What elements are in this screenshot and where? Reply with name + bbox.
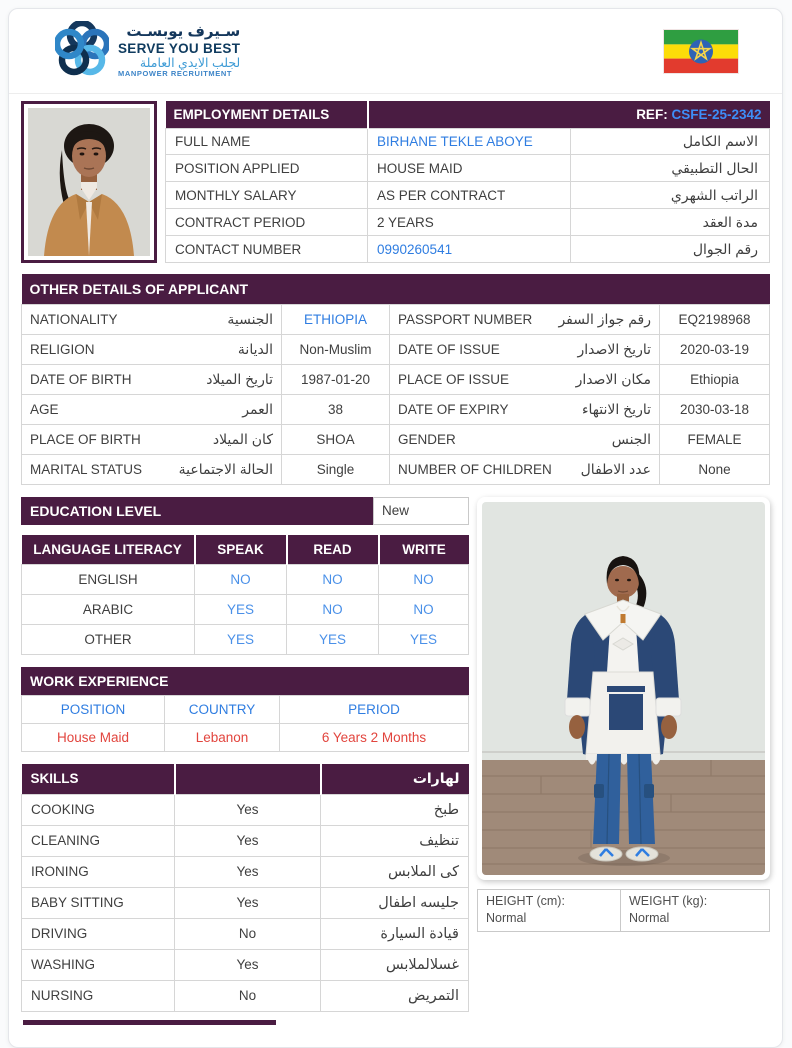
write-value: NO	[379, 595, 469, 625]
employment-row	[166, 209, 770, 236]
read-value: YES	[287, 625, 379, 655]
field-label: NUMBER OF CHILDREN عدد الاطفال	[390, 454, 660, 484]
field-value: 2020-03-19	[660, 334, 770, 364]
skill-row	[22, 949, 469, 980]
field-label: RELIGION الديانة	[22, 334, 282, 364]
field-value: 2 YEARS	[368, 209, 571, 236]
skill-value: No	[175, 980, 321, 1011]
skill-label-arabic: كى الملابس	[321, 856, 469, 887]
skill-value: Yes	[175, 794, 321, 825]
other-details-row	[22, 334, 770, 364]
field-value: AS PER CONTRACT	[368, 182, 571, 209]
skills-title-arabic: لهارات	[321, 764, 469, 794]
field-value: 38	[282, 394, 390, 424]
skill-label: CLEANING	[22, 825, 175, 856]
skill-label: BABY SITTING	[22, 887, 175, 918]
physical-details-table	[477, 889, 770, 932]
skill-value: Yes	[175, 825, 321, 856]
language-row	[22, 625, 469, 655]
logo-tagline: MANPOWER RECRUITMENT	[118, 68, 233, 78]
skill-label-arabic: جليسه اطفال	[321, 887, 469, 918]
field-value: Ethiopia	[660, 364, 770, 394]
field-value: 1987-01-20	[282, 364, 390, 394]
skill-label: NURSING	[22, 980, 175, 1011]
employment-row	[166, 155, 770, 182]
field-label-arabic: الاسم الكامل	[571, 128, 770, 155]
skill-value: Yes	[175, 856, 321, 887]
field-label: PASSPORT NUMBER رقم جواز السفر	[390, 304, 660, 334]
other-details-row	[22, 394, 770, 424]
skills-header-spacer	[175, 764, 321, 794]
language-name: OTHER	[22, 625, 195, 655]
other-details-header-row	[22, 274, 770, 304]
skills-header-row	[22, 764, 469, 794]
field-value: HOUSE MAID	[368, 155, 571, 182]
skill-row	[22, 794, 469, 825]
position-value: House Maid	[22, 724, 165, 752]
speak-value: NO	[195, 565, 287, 595]
skill-label-arabic: طبخ	[321, 794, 469, 825]
employment-row	[166, 236, 770, 263]
language-literacy-table	[21, 535, 469, 656]
height-cell	[478, 889, 621, 931]
logo-arabic-name: سـيرف يوبسـت	[126, 22, 241, 40]
field-label: DATE OF BIRTH تاريخ الميلاد	[22, 364, 282, 394]
field-label: MONTHLY SALARY	[166, 182, 368, 209]
reference-cell	[368, 101, 770, 128]
physical-row	[478, 889, 770, 931]
field-value: FEMALE	[660, 424, 770, 454]
left-column	[21, 497, 469, 1012]
field-value: SHOA	[282, 424, 390, 454]
applicant-cv-page	[8, 8, 783, 1048]
other-details-row	[22, 454, 770, 484]
lower-section	[21, 497, 770, 1012]
employment-title: EMPLOYMENT DETAILS	[166, 101, 368, 128]
other-details-title: OTHER DETAILS OF APPLICANT	[22, 274, 770, 304]
field-value: Non-Muslim	[282, 334, 390, 364]
write-header: WRITE	[379, 535, 469, 565]
field-value: BIRHANE TEKLE ABOYE	[368, 128, 571, 155]
field-label: DATE OF ISSUE تاريخ الاصدار	[390, 334, 660, 364]
education-level-title: EDUCATION LEVEL	[21, 497, 373, 525]
period-value: 6 Years 2 Months	[280, 724, 469, 752]
page-content	[9, 94, 782, 1025]
logo-text	[118, 24, 240, 78]
skills-table	[21, 764, 469, 1012]
speak-value: YES	[195, 595, 287, 625]
work-experience-table	[21, 695, 469, 752]
language-row	[22, 565, 469, 595]
field-value: Single	[282, 454, 390, 484]
field-value: 0990260541	[368, 236, 571, 263]
skill-row	[22, 856, 469, 887]
field-label: PLACE OF ISSUE مكان الاصدار	[390, 364, 660, 394]
skill-row	[22, 980, 469, 1011]
speak-header: SPEAK	[195, 535, 287, 565]
next-section-partial-bar	[23, 1020, 276, 1025]
field-label: CONTRACT PERIOD	[166, 209, 368, 236]
field-value: None	[660, 454, 770, 484]
ethiopia-flag-icon	[664, 30, 738, 73]
field-label-arabic: الراتب الشهري	[571, 182, 770, 209]
work-experience-row	[22, 724, 469, 752]
skill-label: DRIVING	[22, 918, 175, 949]
field-label-arabic: رقم الجوال	[571, 236, 770, 263]
language-literacy-header: LANGUAGE LITERACY	[22, 535, 195, 565]
education-level-section	[21, 497, 469, 525]
period-header: PERIOD	[280, 696, 469, 724]
logo-arabic-tagline: لجلب الايدي العاملة	[139, 55, 241, 70]
field-label: FULL NAME	[166, 128, 368, 155]
skill-value: Yes	[175, 887, 321, 918]
language-name: ARABIC	[22, 595, 195, 625]
position-header: POSITION	[22, 696, 165, 724]
employment-row	[166, 128, 770, 155]
country-value: Lebanon	[165, 724, 280, 752]
skill-row	[22, 887, 469, 918]
other-details-row	[22, 364, 770, 394]
skill-label: WASHING	[22, 949, 175, 980]
write-value: YES	[379, 625, 469, 655]
read-value: NO	[287, 565, 379, 595]
field-label: GENDER الجنس	[390, 424, 660, 454]
work-experience-section	[21, 667, 469, 752]
skill-value: Yes	[175, 949, 321, 980]
applicant-headshot-photo	[21, 101, 157, 263]
agency-logo	[55, 21, 240, 82]
ref-number: CSFE-25-2342	[671, 106, 762, 122]
employment-details-table	[165, 101, 770, 263]
other-details-row	[22, 304, 770, 334]
employment-row	[166, 182, 770, 209]
skill-label-arabic: التمريض	[321, 980, 469, 1011]
height-label: HEIGHT (cm):	[486, 893, 565, 908]
field-value: ETHIOPIA	[282, 304, 390, 334]
employment-section	[21, 101, 770, 263]
language-row	[22, 595, 469, 625]
skill-row	[22, 825, 469, 856]
field-label: NATIONALITY الجنسية	[22, 304, 282, 334]
skill-label-arabic: قيادة السيارة	[321, 918, 469, 949]
logo-name: SERVE YOU BEST	[118, 40, 241, 56]
work-experience-title: WORK EXPERIENCE	[21, 667, 469, 695]
field-label: AGE العمر	[22, 394, 282, 424]
language-header-row	[22, 535, 469, 565]
height-value: Normal	[486, 911, 527, 925]
field-value: EQ2198968	[660, 304, 770, 334]
logo-knot-icon	[55, 21, 109, 82]
education-level-value: New	[373, 497, 469, 525]
language-name: ENGLISH	[22, 565, 195, 595]
work-header-row	[22, 696, 469, 724]
skill-label-arabic: غسلالملابس	[321, 949, 469, 980]
applicant-full-body-photo	[477, 497, 770, 880]
write-value: NO	[379, 565, 469, 595]
skills-title: SKILLS	[22, 764, 175, 794]
field-label: DATE OF EXPIRY تاريخ الانتهاء	[390, 394, 660, 424]
read-header: READ	[287, 535, 379, 565]
skill-label-arabic: تنظيف	[321, 825, 469, 856]
field-label-arabic: الحال التطبيقي	[571, 155, 770, 182]
read-value: NO	[287, 595, 379, 625]
skill-label: IRONING	[22, 856, 175, 887]
weight-value: Normal	[629, 911, 670, 925]
field-label: POSITION APPLIED	[166, 155, 368, 182]
weight-cell	[621, 889, 770, 931]
speak-value: YES	[195, 625, 287, 655]
field-label: PLACE OF BIRTH كان الميلاد	[22, 424, 282, 454]
skill-label: COOKING	[22, 794, 175, 825]
employment-header-row	[166, 101, 770, 128]
field-value: 2030-03-18	[660, 394, 770, 424]
weight-label: WEIGHT (kg):	[629, 893, 708, 908]
country-header: COUNTRY	[165, 696, 280, 724]
page-header	[9, 9, 782, 94]
skill-row	[22, 918, 469, 949]
field-label: MARITAL STATUS الحالة الاجتماعية	[22, 454, 282, 484]
right-column	[477, 497, 770, 1012]
other-details-row	[22, 424, 770, 454]
other-details-table	[21, 274, 770, 485]
field-label-arabic: مدة العقد	[571, 209, 770, 236]
ref-label: REF:	[636, 106, 668, 122]
skill-value: No	[175, 918, 321, 949]
field-label: CONTACT NUMBER	[166, 236, 368, 263]
